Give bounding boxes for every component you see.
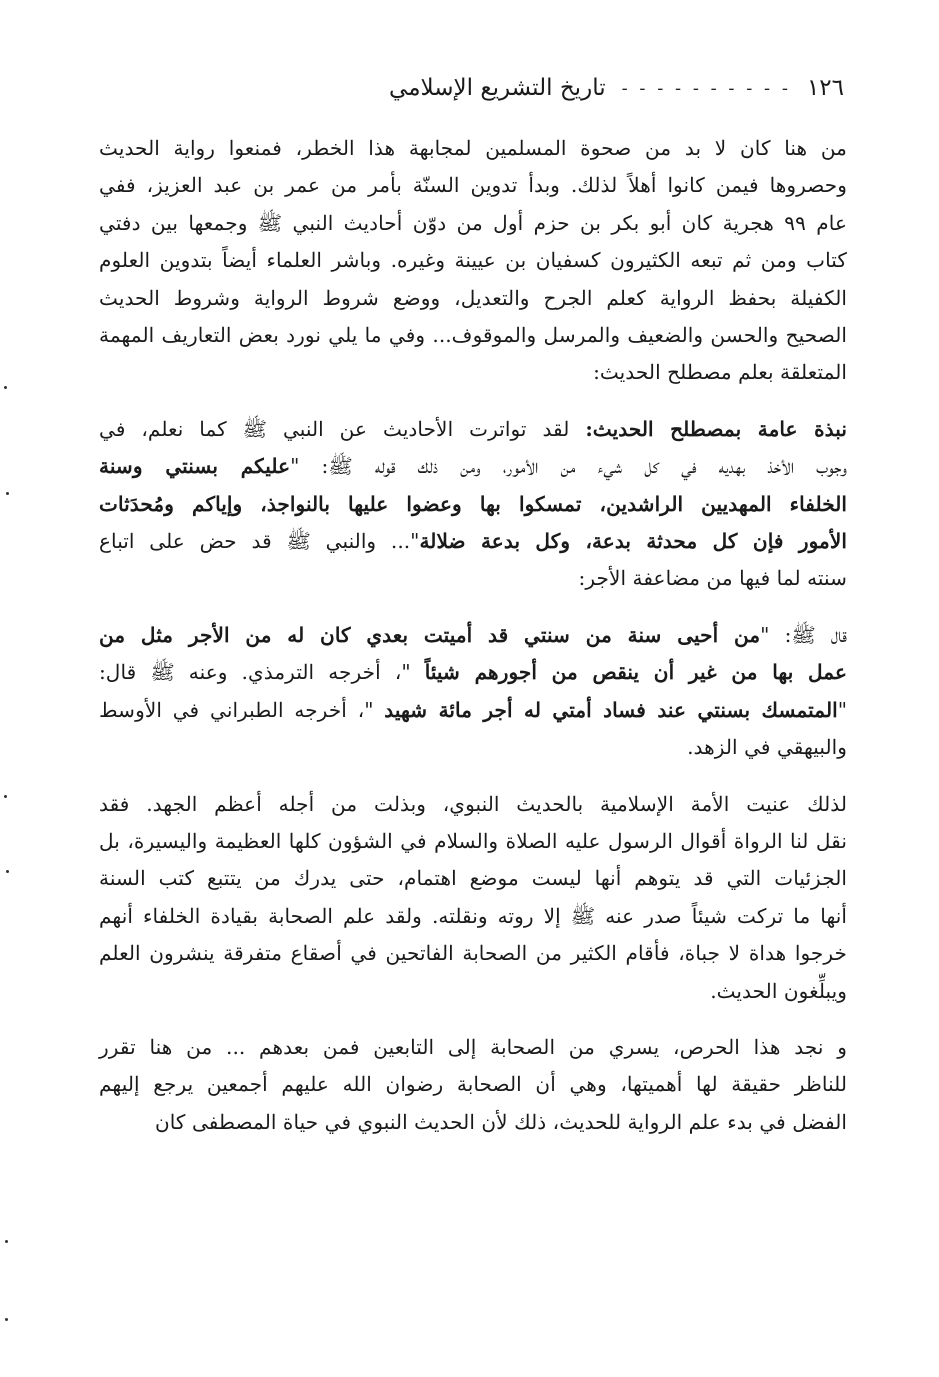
- text-run: "، أخرجه الترمذي. وعنه ﷺ قال:: [99, 660, 425, 685]
- text-run: و نجد هذا الحرص، يسري من الصحابة إلى التابعين فمن بعدهم ... من هنا تقرر: [99, 1034, 847, 1059]
- text-line: [99, 448, 847, 485]
- text-run: من هنا كان لا بد من صحوة المسلمين لمجابهة هذا الخطر، فمنعوا رواية الحديث: [99, 136, 847, 160]
- margin-speck: [5, 1318, 8, 1321]
- text-run: لقد تواترت الأحاديث عن النبي ﷺ كما نعلم، في: [99, 416, 586, 441]
- text-run: قال ﷺ: ": [760, 622, 848, 647]
- text-run: سنته لما فيها من مضاعفة الأجر:: [578, 566, 847, 591]
- text-line: [99, 935, 847, 972]
- text-line: [99, 1066, 847, 1103]
- text-line: [99, 242, 847, 279]
- paragraph: [99, 617, 847, 767]
- text-line: [99, 560, 847, 597]
- text-line: [99, 167, 847, 204]
- text-line: [99, 729, 847, 766]
- text-line: [99, 823, 847, 860]
- bold-text-run: المتمسك بسنتي عند فساد أمتي له أجر مائة شهيد: [384, 697, 838, 722]
- book-title: تاريخ التشريع الإسلامي: [389, 75, 606, 101]
- text-run: نقل لنا الرواة أقوال الرسول عليه الصلاة والسلام في الشؤون كلها العظيمة واليسيرة، بل: [99, 828, 847, 853]
- text-run: أنها ما تركت شيئاً صدر عنه ﷺ إلا روته ونقلته. ولقد علم الصحابة بقيادة الخلفاء أنهم: [99, 903, 847, 928]
- bold-text-run: الخلفاء المهديين الراشدين، تمسكوا بها وعضوا عليها بالنواجذ، وإياكم ومُحدَثات: [99, 491, 847, 516]
- text-line: [99, 523, 847, 560]
- header-separator: - - - - - - - - - -: [621, 77, 791, 99]
- text-line: [99, 898, 847, 935]
- text-line: [99, 786, 847, 823]
- text-run: المتعلقة بعلم مصطلح الحديث:: [593, 360, 847, 385]
- text-line: [99, 973, 847, 1010]
- text-run: "، أخرجه الطبراني في الأوسط: [99, 697, 385, 722]
- text-line: [99, 130, 847, 167]
- margin-speck: [6, 492, 9, 495]
- text-run: الصحيح والحسن والضعيف والمرسل والموقوف... وفي ما يلي نورد بعض التعاريف المهمة: [99, 323, 847, 348]
- text-line: [99, 654, 847, 691]
- text-line: [99, 411, 847, 448]
- paragraph: [99, 130, 847, 392]
- text-line: [99, 205, 847, 242]
- text-run: والبيهقي في الزهد.: [687, 735, 847, 760]
- text-run: الفضل في بدء علم الرواية للحديث، ذلك لأن الحديث النبوي في حياة المصطفى كان: [154, 1109, 847, 1134]
- paragraph: [99, 1029, 847, 1141]
- bold-text-run: عليكم بسنتي وسنة: [99, 454, 291, 479]
- paragraph: [99, 411, 847, 598]
- text-line: [99, 354, 847, 391]
- bold-text-run: نبذة عامة بمصطلح الحديث:: [585, 416, 847, 441]
- paragraph: [99, 786, 847, 1010]
- text-run: الكفيلة بحفظ الرواية كعلم الجرح والتعديل، ووضع شروط الرواية وشروط الحديث: [99, 285, 847, 310]
- bold-text-run: الأمور فإن كل محدثة بدعة، وكل بدعة ضلالة: [419, 529, 847, 554]
- page-body: [99, 130, 847, 1141]
- text-line: [99, 1104, 847, 1141]
- text-line: [99, 617, 847, 654]
- text-run: خرجوا هداة لا جباة، فأقام الكثير من الصحابة الفاتحين في أصقاع متفرقة ينشرون العلم: [99, 941, 847, 966]
- running-header: [92, 68, 844, 108]
- bold-text-run: عمل بها من غير أن ينقص من أجورهم شيئاً: [424, 660, 847, 685]
- text-run: وحصروها فيمن كانوا أهلاً لذلك. وبدأ تدوين السنّة بأمر من عمر بن عبد العزيز، ففي: [99, 173, 847, 198]
- margin-speck: [4, 386, 7, 389]
- text-run: "... والنبي ﷺ قد حض على اتباع: [99, 529, 420, 554]
- text-run: عام ٩٩ هجرية كان أبو بكر بن حزم أول من دوّن أحاديث النبي ﷺ وجمعها بين دفتي: [99, 210, 847, 235]
- page-number: ١٢٦: [806, 75, 844, 101]
- text-run: كتاب ومن ثم تبعه الكثيرون كسفيان بن عيينة وغيره. وباشر العلماء أيضاً بتدوين العلوم: [99, 248, 847, 273]
- text-line: [99, 486, 847, 523]
- text-run: للناظر حقيقة لها أهميتها، وهي أن الصحابة رضوان الله عليهم أجمعين يرجع إليهم: [99, 1072, 847, 1097]
- text-run: الجزئيات التي قد يتوهم أنها ليست موضع اهتمام، حتى يدرك من يتتبع كتب السنة: [99, 866, 847, 891]
- text-run: ويبلِّغون الحديث.: [710, 978, 847, 1003]
- text-run: لذلك عنيت الأمة الإسلامية بالحديث النبوي، وبذلت من أجله أعظم الجهد. فقد: [99, 791, 847, 816]
- text-run: ": [837, 697, 848, 722]
- text-run: وجوب الأخذ بهديه في كل شيء من الأمور، ومن ذلك قوله ﷺ: ": [290, 454, 847, 479]
- text-line: [99, 280, 847, 317]
- text-line: [99, 1029, 847, 1066]
- text-line: [99, 860, 847, 897]
- text-line: [99, 317, 847, 354]
- bold-text-run: من أحيى سنة من سنتي قد أميتت بعدي كان له من الأجر مثل من: [99, 622, 761, 647]
- margin-speck: [6, 870, 9, 873]
- margin-speck: [5, 1240, 8, 1243]
- text-line: [99, 692, 847, 729]
- margin-speck: [4, 795, 7, 798]
